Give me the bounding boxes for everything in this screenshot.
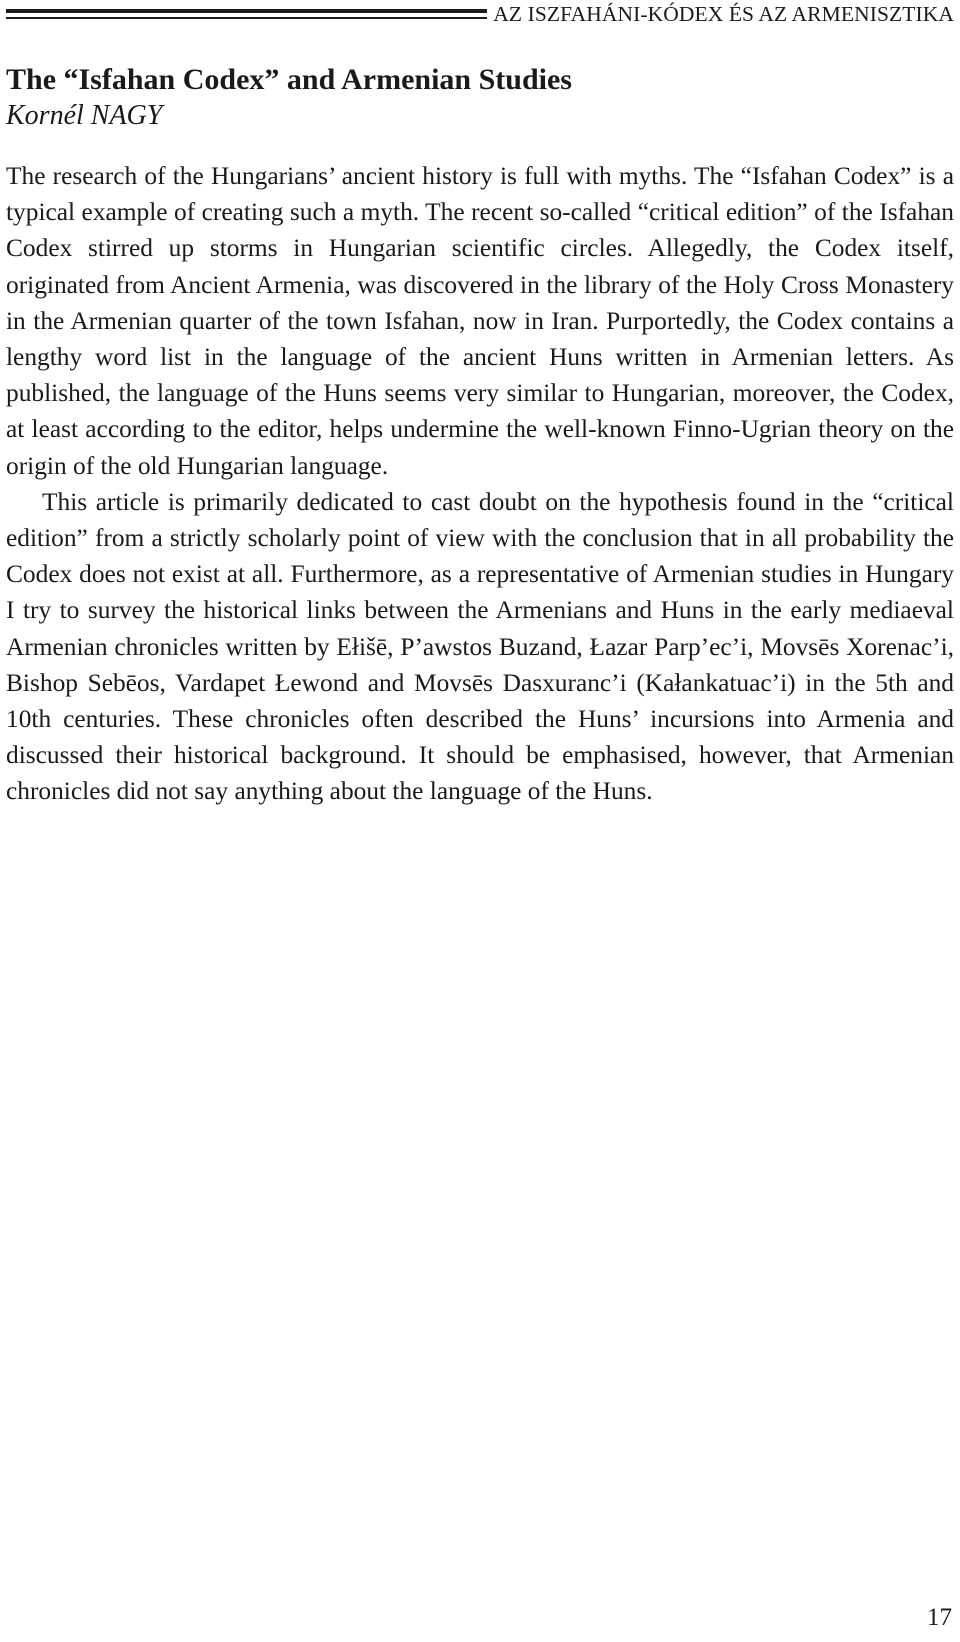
article-heading <box>6 62 954 134</box>
running-header <box>6 2 954 26</box>
paragraph-1: The research of the Hungarians’ ancient history is full with myths. The “Isfahan Codex” is a typical example of creating such a myth. The recent so-called “critical edition” of the Isfahan Codex stirred up storms in Hungarian scientific circles. Allegedly, the Codex itself, originated from Ancient Armenia, was discovered in the library of the Holy Cross Monastery in the Armenian quarter of the town Isfahan, now in Iran. Purportedly, the Codex contains a lengthy word list in the language of the ancient Huns written in Armenian letters. As published, the language of the Huns seems very similar to Hungarian, moreover, the Codex, at least according to the editor, helps undermine the well-known Finno-Ugrian theory on the origin of the old Hungarian language. <box>6 162 954 480</box>
article-title: The “Isfahan Codex” and Armenian Studies <box>6 63 572 96</box>
article-author: Kornél NAGY <box>6 100 163 131</box>
running-title: AZ ISZFAHÁNI-KÓDEX ÉS AZ ARMENISZTIKA <box>493 1 954 26</box>
article-body <box>6 158 954 810</box>
paragraph-2: This article is primarily dedicated to cast doubt on the hypothesis found in the “critical edition” from a strictly scholarly point of view with the conclusion that in all probability the Codex does not exist at all. Furthermore, as a representative of Armenian studies in Hungary I try to survey the historical links between the Armenians and Huns in the early mediaeval Armenian chronicles written by Ełišē, P’awstos Buzand, Łazar Parp’ec’i, Movsēs Xorenac’i, Bishop Sebēos, Vardapet Łewond and Movsēs Dasxuranc’i (Kałankatuac’i) in the 5th and 10th centuries. These chronicles often described the Huns’ incursions into Armenia and discussed their historical background. It should be emphasised, however, that Armenian chronicles did not say anything about the language of the Huns. <box>6 487 954 806</box>
header-double-rule <box>6 9 487 19</box>
page-number: 17 <box>927 1604 952 1631</box>
